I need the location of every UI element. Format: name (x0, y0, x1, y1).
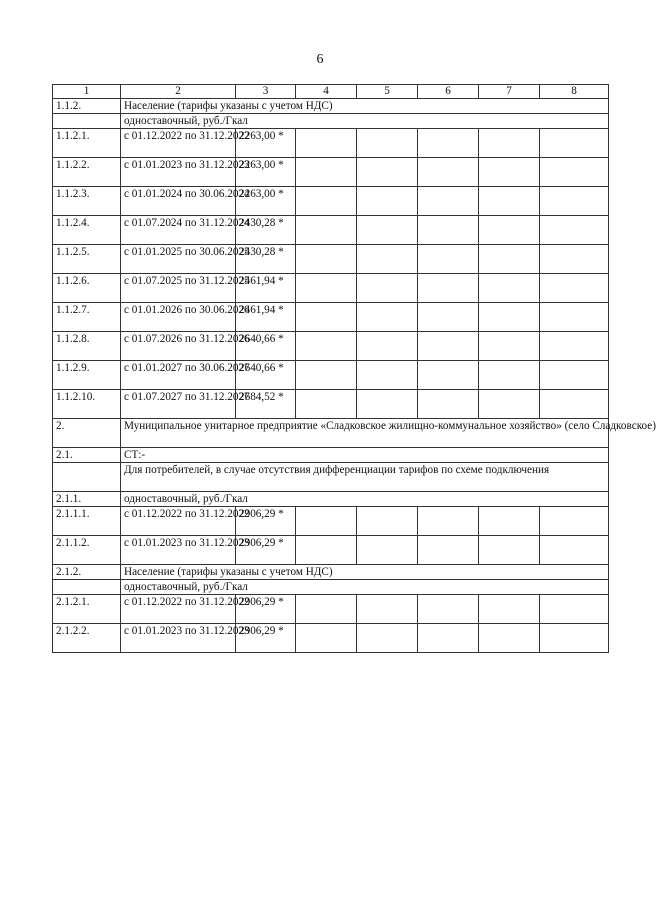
empty-cell (296, 595, 357, 624)
tariff-value-cell: 2263,00 * (236, 187, 296, 216)
table-row (53, 419, 609, 448)
empty-cell (418, 332, 479, 361)
empty-cell (357, 245, 418, 274)
table-row (53, 624, 609, 653)
column-header: 6 (418, 85, 479, 99)
period-cell: с 01.01.2026 по 30.06.2026 (121, 303, 236, 332)
empty-cell (357, 216, 418, 245)
section-title-cell: СТ:- (121, 448, 609, 463)
row-number-cell: 2.1.2.2. (53, 624, 121, 653)
empty-cell (296, 332, 357, 361)
table-row (53, 361, 609, 390)
empty-cell (357, 361, 418, 390)
empty-cell (540, 158, 609, 187)
empty-cell (418, 216, 479, 245)
empty-cell (479, 245, 540, 274)
tariff-value-cell: 2263,00 * (236, 158, 296, 187)
empty-cell (357, 303, 418, 332)
period-cell: с 01.01.2023 по 31.12.2023 (121, 158, 236, 187)
tariff-table (52, 84, 656, 653)
section-title-cell: Население (тарифы указаны с учетом НДС) (121, 99, 609, 114)
empty-cell (540, 595, 609, 624)
table-row (53, 536, 609, 565)
empty-cell (418, 390, 479, 419)
empty-cell (357, 536, 418, 565)
tariff-value-cell: 2906,29 * (236, 624, 296, 653)
empty-cell (357, 507, 418, 536)
table-row (53, 129, 609, 158)
empty-cell (53, 463, 121, 492)
empty-cell (479, 361, 540, 390)
column-header: 7 (479, 85, 540, 99)
row-number-cell: 1.1.2.4. (53, 216, 121, 245)
table-body (53, 99, 656, 653)
empty-cell (357, 129, 418, 158)
period-cell: с 01.01.2024 по 30.06.2024 (121, 187, 236, 216)
empty-cell (357, 187, 418, 216)
table-row (53, 303, 609, 332)
empty-cell (479, 332, 540, 361)
empty-cell (357, 390, 418, 419)
table-row (53, 274, 609, 303)
empty-cell (296, 536, 357, 565)
row-number-cell: 1.1.2.10. (53, 390, 121, 419)
tariff-value-cell: 2906,29 * (236, 507, 296, 536)
empty-cell (357, 274, 418, 303)
empty-cell (479, 390, 540, 419)
row-number-cell: 1.1.2.6. (53, 274, 121, 303)
empty-cell (418, 624, 479, 653)
empty-cell (540, 332, 609, 361)
empty-cell (296, 390, 357, 419)
page-number: 6 (316, 52, 324, 67)
empty-cell (479, 595, 540, 624)
period-cell: с 01.07.2027 по 31.12.2027 (121, 390, 236, 419)
row-number-cell: 2.1.2. (53, 565, 121, 580)
empty-cell (53, 580, 121, 595)
empty-cell (418, 507, 479, 536)
row-number-cell: 1.1.2.9. (53, 361, 121, 390)
row-number-cell: 1.1.2.7. (53, 303, 121, 332)
tariff-type-cell: одноставочный, руб./Гкал (121, 580, 609, 595)
table-row (53, 492, 609, 507)
table-row (53, 580, 609, 595)
empty-cell (479, 536, 540, 565)
row-number-cell: 1.1.2.2. (53, 158, 121, 187)
tariff-value-cell: 2461,94 * (236, 303, 296, 332)
table-row (53, 187, 609, 216)
table-row (53, 158, 609, 187)
empty-cell (357, 624, 418, 653)
empty-cell (296, 624, 357, 653)
empty-cell (479, 624, 540, 653)
tariff-value-cell: 2640,66 * (236, 361, 296, 390)
row-number-cell: 1.1.2.3. (53, 187, 121, 216)
tariff-value-cell: 2684,52 * (236, 390, 296, 419)
section-title-cell: одноставочный, руб./Гкал (121, 492, 609, 507)
tariff-value-cell: 2640,66 * (236, 332, 296, 361)
row-number-cell: 1.1.2.5. (53, 245, 121, 274)
row-number-cell: 2.1.1.2. (53, 536, 121, 565)
column-header: 4 (296, 85, 357, 99)
empty-cell (540, 303, 609, 332)
empty-cell (540, 390, 609, 419)
row-number-cell: 1.1.2.1. (53, 129, 121, 158)
empty-cell (540, 187, 609, 216)
tariff-value-cell: 2906,29 * (236, 595, 296, 624)
column-header: 1 (53, 85, 121, 99)
row-number-cell: 2.1.2.1. (53, 595, 121, 624)
empty-cell (540, 245, 609, 274)
empty-cell (418, 361, 479, 390)
table-row (53, 216, 609, 245)
period-cell: с 01.12.2022 по 31.12.2022 (121, 507, 236, 536)
table-row (53, 507, 609, 536)
empty-cell (296, 245, 357, 274)
period-cell: с 01.07.2024 по 31.12.2024 (121, 216, 236, 245)
period-cell: с 01.12.2022 по 31.12.2022 (121, 595, 236, 624)
empty-cell (540, 536, 609, 565)
empty-cell (479, 158, 540, 187)
empty-cell (418, 595, 479, 624)
row-number-cell: 1.1.2. (53, 99, 121, 114)
period-cell: с 01.01.2025 по 30.06.2025 (121, 245, 236, 274)
row-number-cell: 2.1. (53, 448, 121, 463)
empty-cell (540, 129, 609, 158)
row-number-cell: 2.1.1.1. (53, 507, 121, 536)
consumer-note-cell: Для потребителей, в случае отсутствия дифференциации тарифов по схеме подключения (121, 463, 609, 492)
empty-cell (540, 624, 609, 653)
organization-title-cell: Муниципальное унитарное предприятие «Сладковское жилищно-коммунальное хозяйство» (село Сладковское) (121, 419, 609, 448)
empty-cell (540, 361, 609, 390)
table-row (53, 390, 609, 419)
period-cell: с 01.01.2023 по 31.12.2023 (121, 624, 236, 653)
empty-cell (357, 595, 418, 624)
empty-cell (418, 245, 479, 274)
table-row (53, 448, 609, 463)
period-cell: с 01.07.2025 по 31.12.2025 (121, 274, 236, 303)
table-row (53, 245, 609, 274)
period-cell: с 01.01.2023 по 31.12.2023 (121, 536, 236, 565)
empty-cell (479, 129, 540, 158)
empty-cell (479, 274, 540, 303)
empty-cell (479, 187, 540, 216)
empty-cell (418, 274, 479, 303)
row-number-cell: 1.1.2.8. (53, 332, 121, 361)
column-header: 2 (121, 85, 236, 99)
table-row (53, 595, 609, 624)
empty-cell (418, 303, 479, 332)
empty-cell (296, 129, 357, 158)
empty-cell (540, 507, 609, 536)
table-row (53, 332, 609, 361)
tariff-value-cell: 2263,00 * (236, 129, 296, 158)
tariff-value-cell: 2430,28 * (236, 216, 296, 245)
empty-cell (296, 216, 357, 245)
row-number-cell: 2. (53, 419, 121, 448)
empty-cell (418, 187, 479, 216)
column-header: 3 (236, 85, 296, 99)
header-row (53, 85, 609, 99)
empty-cell (479, 507, 540, 536)
column-header: 5 (357, 85, 418, 99)
empty-cell (296, 303, 357, 332)
empty-cell (540, 274, 609, 303)
period-cell: с 01.07.2026 по 31.12.2026 (121, 332, 236, 361)
empty-cell (418, 158, 479, 187)
empty-cell (418, 536, 479, 565)
table-row (53, 99, 609, 114)
empty-cell (479, 303, 540, 332)
tariff-value-cell: 2430,28 * (236, 245, 296, 274)
column-header: 8 (540, 85, 609, 99)
table-row (53, 565, 609, 580)
empty-cell (479, 216, 540, 245)
empty-cell (418, 129, 479, 158)
period-cell: с 01.12.2022 по 31.12.2022 (121, 129, 236, 158)
empty-cell (296, 274, 357, 303)
empty-cell (357, 332, 418, 361)
tariff-value-cell: 2461,94 * (236, 274, 296, 303)
tariff-value-cell: 2906,29 * (236, 536, 296, 565)
empty-cell (357, 158, 418, 187)
period-cell: с 01.01.2027 по 30.06.2027 (121, 361, 236, 390)
empty-cell (540, 216, 609, 245)
empty-cell (296, 187, 357, 216)
table-row (53, 114, 609, 129)
empty-cell (296, 361, 357, 390)
table-row (53, 463, 609, 492)
tariff-type-cell: одноставочный, руб./Гкал (121, 114, 609, 129)
empty-cell (296, 507, 357, 536)
row-number-cell: 2.1.1. (53, 492, 121, 507)
section-title-cell: Население (тарифы указаны с учетом НДС) (121, 565, 609, 580)
empty-cell (296, 158, 357, 187)
empty-cell (53, 114, 121, 129)
